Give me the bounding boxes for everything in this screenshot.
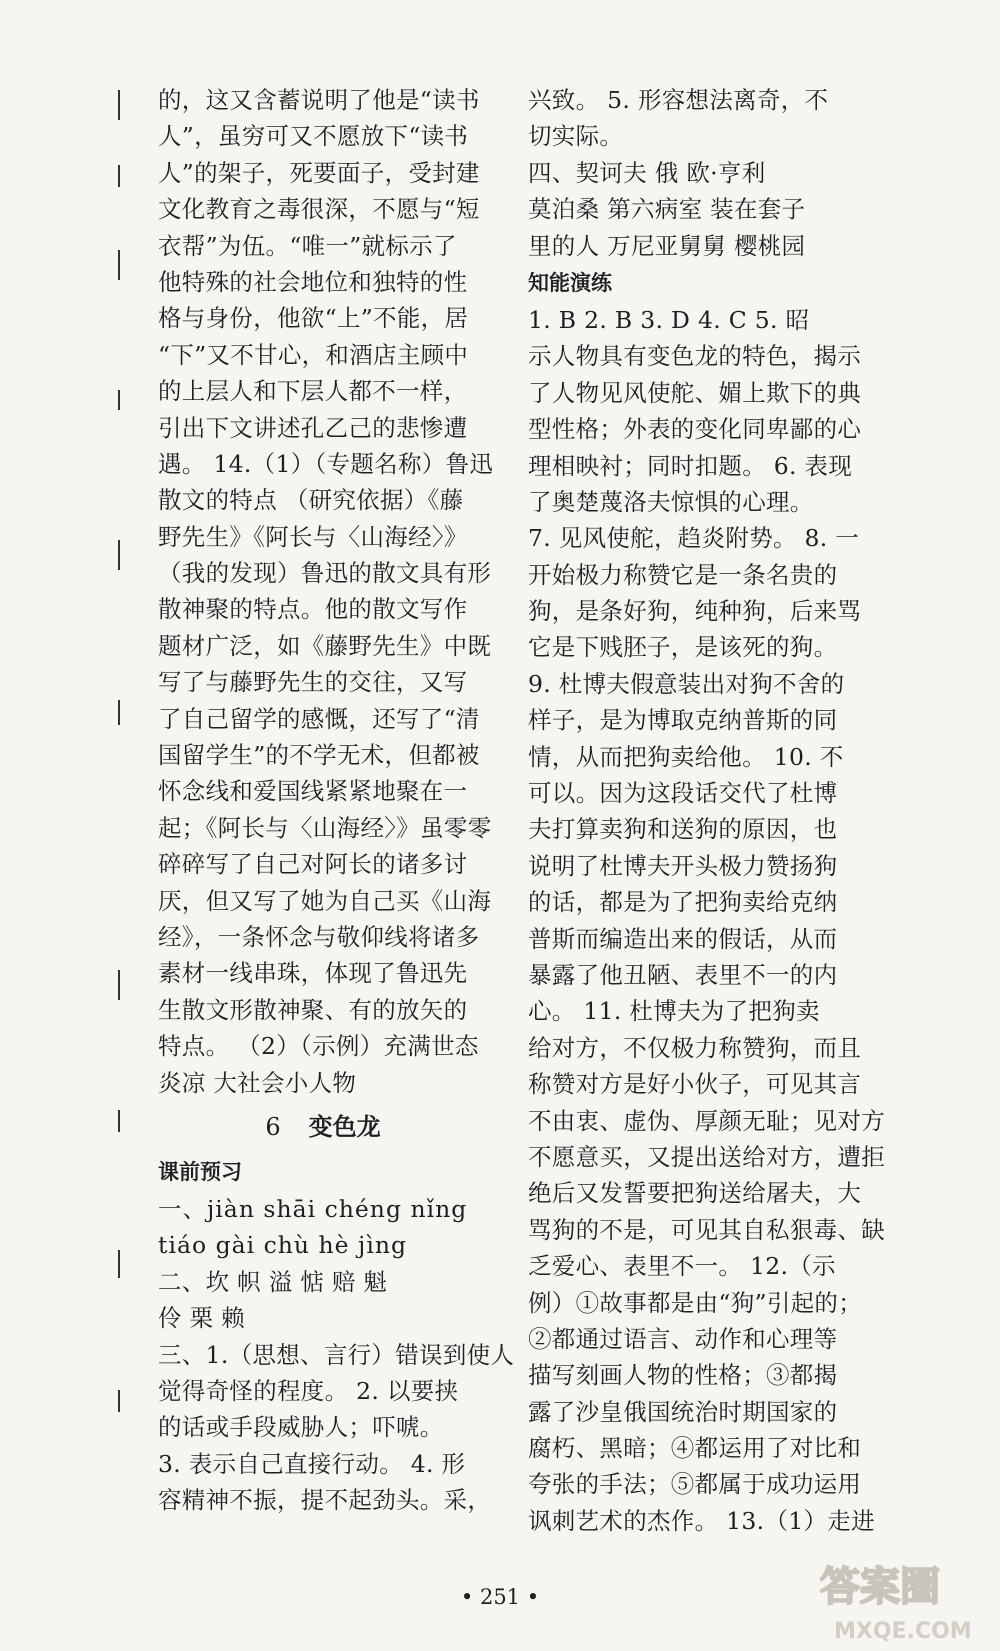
text-line: 三、1.（思想、言行）错误到使人 (158, 1340, 515, 1369)
text-line: 的，这又含蓄说明了他是“读书 (158, 86, 480, 114)
text-line: 心。 11. 杜博夫为了把狗卖 (528, 997, 820, 1026)
text-line: 一、jiàn shāi chéng nǐng (158, 1194, 468, 1223)
text-line: 理相映衬；同时扣题。 6. 表现 (528, 451, 853, 480)
text-line: 里的人 万尼亚舅舅 樱桃园 (528, 231, 806, 260)
text-line: 遇。 14.（1）（专题名称）鲁迅 (158, 449, 494, 478)
watermark-bottom-text: MXQE.COM (834, 1619, 972, 1644)
text-line: 狗，是条好狗，纯种狗，后来骂 (528, 597, 862, 626)
text-line: 四、契诃夫 俄 欧·亨利 (528, 158, 766, 187)
text-line: 引出下文讲述孔乙己的悲惨遭 (158, 413, 468, 442)
text-line: 特点。 （2）（示例）充满世态 (158, 1032, 479, 1061)
text-line: 型性格；外表的变化同卑鄙的心 (528, 415, 862, 444)
text-line: 开始极力称赞它是一条名贵的 (528, 560, 838, 589)
text-line: 文化教育之毒很深，不愿与“短 (158, 195, 480, 224)
text-line: 的话，都是为了把狗卖给克纳 (528, 888, 838, 917)
text-line: 夸张的手法；⑤都属于成功运用 (528, 1470, 862, 1499)
text-line: 乏爱心、表里不一。 12.（示 (528, 1252, 836, 1281)
right-answer-text-top (528, 82, 868, 264)
text-line: 生散文形散神聚、有的放矢的 (158, 995, 468, 1024)
watermark-logo (808, 1552, 988, 1648)
text-line: ②都通过语言、动作和心理等 (528, 1324, 838, 1353)
text-line: 炎凉 大社会小人物 (158, 1068, 357, 1097)
chapter-number: 6 (265, 1112, 281, 1141)
text-line: 腐朽、黑暗；④都运用了对比和 (528, 1434, 862, 1463)
text-line: 怀念线和爱国线紧紧地聚在一 (158, 777, 468, 806)
section-heading-practice: 知能演练 (528, 270, 612, 295)
text-line: 样子，是为博取克纳普斯的同 (528, 706, 838, 735)
text-line: 了奥楚蔑洛夫惊惧的心理。 (528, 487, 814, 516)
text-line: 莫泊桑 第六病室 装在套子 (528, 195, 806, 224)
text-line: 情，从而把狗卖给他。 10. 不 (528, 742, 844, 771)
text-line: 散神聚的特点。他的散文写作 (158, 595, 468, 624)
text-line: 露了沙皇俄国统治时期国家的 (528, 1397, 838, 1426)
text-line: 题材广泛，如《藤野先生》中既 (158, 631, 492, 660)
text-line: （我的发现）鲁迅的散文具有形 (158, 559, 492, 588)
text-line: 讽刺艺术的杰作。 13.（1）走进 (528, 1506, 875, 1535)
text-line: 二、坎 帜 溢 惦 赔 魁 (158, 1267, 388, 1296)
text-line: 3. 表示自己直接行动。 4. 形 (158, 1449, 466, 1478)
right-column (528, 82, 885, 1539)
text-line: 衣帮”为伍。“唯一”就标示了 (158, 231, 457, 260)
text-line: 野先生》《阿长与〈山海经〉》 (158, 522, 468, 551)
text-line: 示人物具有变色龙的特色，揭示 (528, 342, 862, 371)
text-line: 普斯而编造出来的假话，从而 (528, 924, 838, 953)
text-line: 它是下贱胚子，是该死的狗。 (528, 633, 838, 662)
text-line: 骂狗的不是，可见其自私狠毒、缺 (528, 1215, 885, 1244)
text-line: 素材一线串珠，体现了鲁迅先 (158, 959, 468, 988)
text-line: “下”又不甘心，和酒店主顾中 (158, 340, 469, 369)
scan-edge-marks (118, 90, 126, 1490)
page-number: • 251 • (460, 1585, 540, 1609)
text-line: 散文的特点 （研究依据）《藤 (158, 486, 464, 515)
text-line: 切实际。 (528, 122, 624, 151)
text-line: 碎碎写了自己对阿长的诸多讨 (158, 850, 468, 879)
text-line: 厌，但又写了她为自己买《山海 (158, 886, 492, 915)
text-line: 例）①故事都是由“狗”引起的； (528, 1288, 863, 1317)
text-line: tiáo gài chù hè jìng (158, 1231, 408, 1260)
text-line: 了人物见风使舵、媚上欺下的典 (528, 378, 862, 407)
text-line: 伶 栗 赖 (158, 1304, 245, 1333)
text-line: 容精神不振，提不起劲头。采， (158, 1486, 492, 1515)
left-answer-text (158, 82, 494, 1101)
text-line: 人”的架子，死要面子，受封建 (158, 158, 480, 187)
text-line: 7. 见风使舵，趋炎附势。 8. 一 (528, 524, 860, 553)
text-line: 暴露了他丑陋、表里不一的内 (528, 960, 838, 989)
chapter-title (158, 1101, 488, 1153)
text-line: 了自己留学的感慨，还写了“清 (158, 704, 480, 733)
text-line: 人”，虽穷可又不愿放下“读书 (158, 122, 469, 151)
text-line: 说明了杜博夫开头极力赞扬狗 (528, 851, 838, 880)
text-line: 觉得奇怪的程度。 2. 以要挟 (158, 1376, 459, 1405)
text-line: 1. B 2. B 3. D 4. C 5. 昭 (528, 305, 810, 334)
preview-answer-text (158, 1191, 515, 1519)
watermark-top-text: 答案圈 (820, 1564, 940, 1610)
chapter-name: 变色龙 (308, 1112, 381, 1141)
text-line: 可以。因为这段话交代了杜博 (528, 779, 838, 808)
text-line: 的话或手段威胁人；吓唬。 (158, 1413, 444, 1442)
text-line: 不愿意买，又提出送给对方，遭拒 (528, 1142, 885, 1171)
text-line: 起；《阿长与〈山海经〉》虽零零 (158, 813, 492, 842)
text-line: 经》，一条怀念与敬仰线将诸多 (158, 922, 480, 951)
text-line: 描写刻画人物的性格；③都揭 (528, 1361, 838, 1390)
text-line: 写了与藤野先生的交往，又写 (158, 668, 468, 697)
text-line: 称赞对方是好小伙子，可见其言 (528, 1070, 862, 1099)
practice-answer-text (528, 302, 885, 1539)
text-line: 他特殊的社会地位和独特的性 (158, 267, 468, 296)
text-line: 绝后又发誓要把狗送给屠夫，大 (528, 1179, 862, 1208)
text-line: 给对方，不仅极力称赞狗，而且 (528, 1033, 862, 1062)
text-line: 不由衷、虚伪、厚颜无耻；见对方 (528, 1106, 885, 1135)
text-line: 国留学生”的不学无术，但都被 (158, 741, 480, 770)
left-column (158, 82, 515, 1518)
text-line: 夫打算卖狗和送狗的原因，也 (528, 815, 838, 844)
text-line: 的上层人和下层人都不一样， (158, 377, 468, 406)
text-line: 9. 杜博夫假意装出对狗不舍的 (528, 669, 845, 698)
text-line: 格与身份，他欲“上”不能，居 (158, 304, 469, 333)
section-heading-preview: 课前预习 (158, 1159, 242, 1184)
text-line: 兴致。 5. 形容想法离奇，不 (528, 86, 829, 114)
